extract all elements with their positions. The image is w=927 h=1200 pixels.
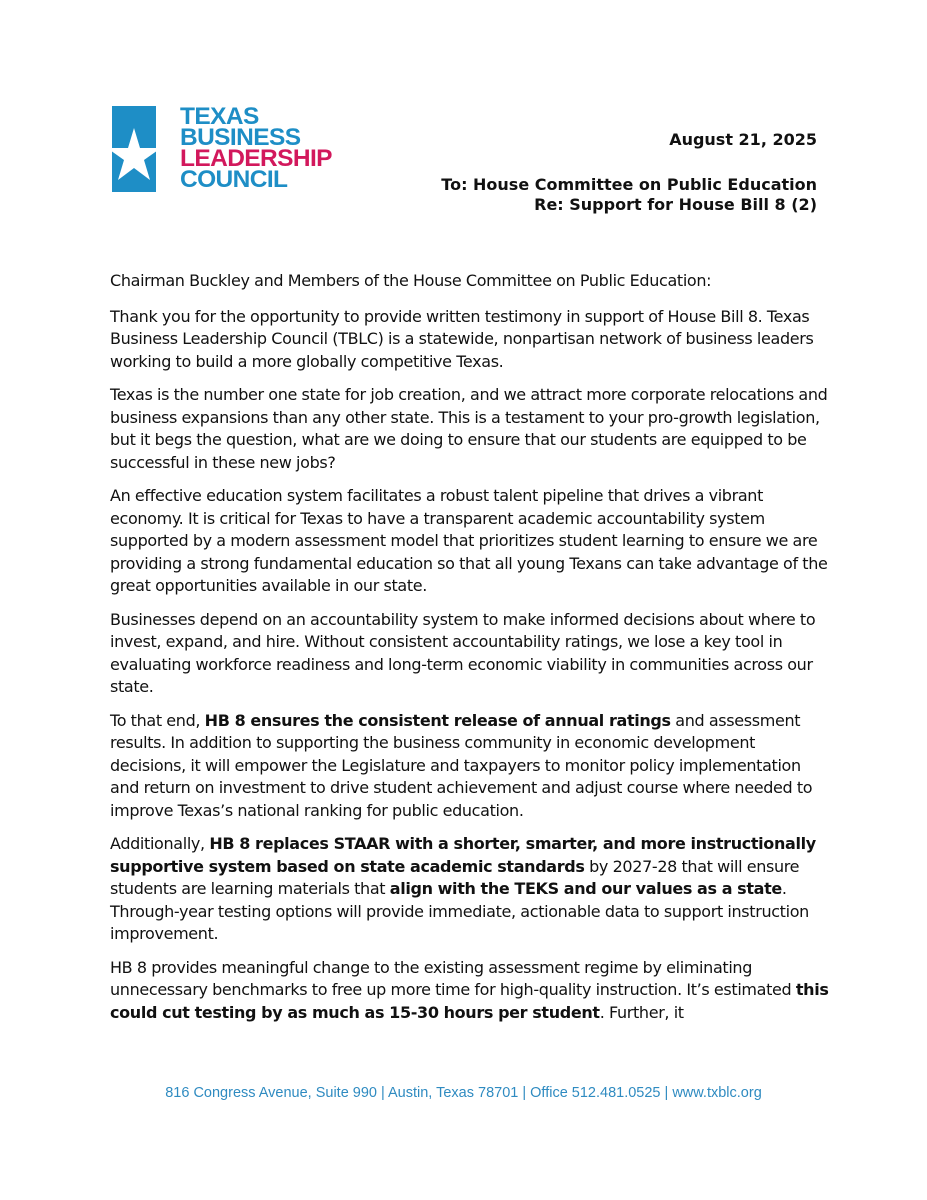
paragraph-7-text: HB 8 provides meaningful change to the existing assessment regime by eliminating unnecessary benchmarks to free up more time for high-quality instruction. It’s estimated xyxy=(110,957,796,999)
paragraph-5-text: and assessment results. In addition to supporting the business community in economic development decisions, it will empower the Legislature and taxpayers to monitor policy implementation and return on investment to drive student achievement and adjust course where needed to improve Texas’s national ranking for public education. xyxy=(110,710,813,820)
salutation: Chairman Buckley and Members of the House Committee on Public Education: xyxy=(110,271,712,290)
footer-contact: 816 Congress Avenue, Suite 990 | Austin, Texas 78701 | Office 512.481.0525 | www.txblc.org xyxy=(165,1085,762,1101)
letter-body xyxy=(110,270,830,1035)
paragraph-3: An effective education system facilitates a robust talent pipeline that drives a vibrant economy. It is critical for Texas to have a transparent academic accountability system supported by a modern assessment model that prioritizes student learning to ensure we are providing a strong fundamental education so that all young Texans can take advantage of the great opportunities available in our state. xyxy=(110,486,828,595)
paragraph-7-emphasis: this could cut testing by as much as 15-30 hours per student xyxy=(110,980,829,1022)
star-logo-icon xyxy=(112,106,182,192)
paragraph-1: Thank you for the opportunity to provide written testimony in support of House Bill 8. Texas Business Leadership Council (TBLC) is a statewide, nonpartisan network of business leaders working to build a more globally competitive Texas. xyxy=(110,306,814,371)
paragraph-7 xyxy=(110,957,830,1025)
letter-subject: Re: Support for House Bill 8 (2) xyxy=(534,195,817,214)
paragraph-7-text: . Further, it xyxy=(599,1002,684,1022)
letter-recipient: To: House Committee on Public Education xyxy=(441,175,817,194)
letter-header xyxy=(441,130,817,215)
letter-date: August 21, 2025 xyxy=(669,130,817,149)
logo-line-texas: TEXAS xyxy=(180,103,259,130)
logo-line-business: BUSINESS xyxy=(180,124,301,151)
paragraph-6-text: . Through-year testing options will provide immediate, actionable data to support instruction improvement. xyxy=(110,879,809,943)
paragraph-6-text: by 2027-28 that will ensure students are learning materials that xyxy=(110,856,800,898)
tblc-logo xyxy=(112,103,342,196)
logo-line-council: COUNCIL xyxy=(180,166,288,193)
paragraph-6-emphasis: align with the TEKS and our values as a state xyxy=(389,879,782,898)
paragraph-6-emphasis: HB 8 replaces STAAR with a shorter, smarter, and more instructionally supportive system based on state academic standards xyxy=(110,834,816,876)
logo-wordmark xyxy=(180,103,332,193)
paragraph-6-text: Additionally, xyxy=(110,834,210,853)
paragraph-4: Businesses depend on an accountability system to make informed decisions about where to invest, expand, and hire. Without consistent accountability ratings, we lose a key tool in evaluating workforce readiness and long-term economic viability in communities across our state. xyxy=(110,609,816,696)
paragraph-6 xyxy=(110,833,830,946)
paragraph-5-text: To that end, xyxy=(110,710,205,730)
paragraph-5 xyxy=(110,710,830,823)
logo-line-leadership: LEADERSHIP xyxy=(180,145,332,172)
paragraph-2: Texas is the number one state for job creation, and we attract more corporate relocations and business expansions than any other state. This is a testament to your pro-growth legislation, but it begs the question, what are we doing to ensure that our students are equipped to be successful in these new jobs? xyxy=(110,385,828,472)
paragraph-5-emphasis: HB 8 ensures the consistent release of annual ratings xyxy=(204,710,671,730)
